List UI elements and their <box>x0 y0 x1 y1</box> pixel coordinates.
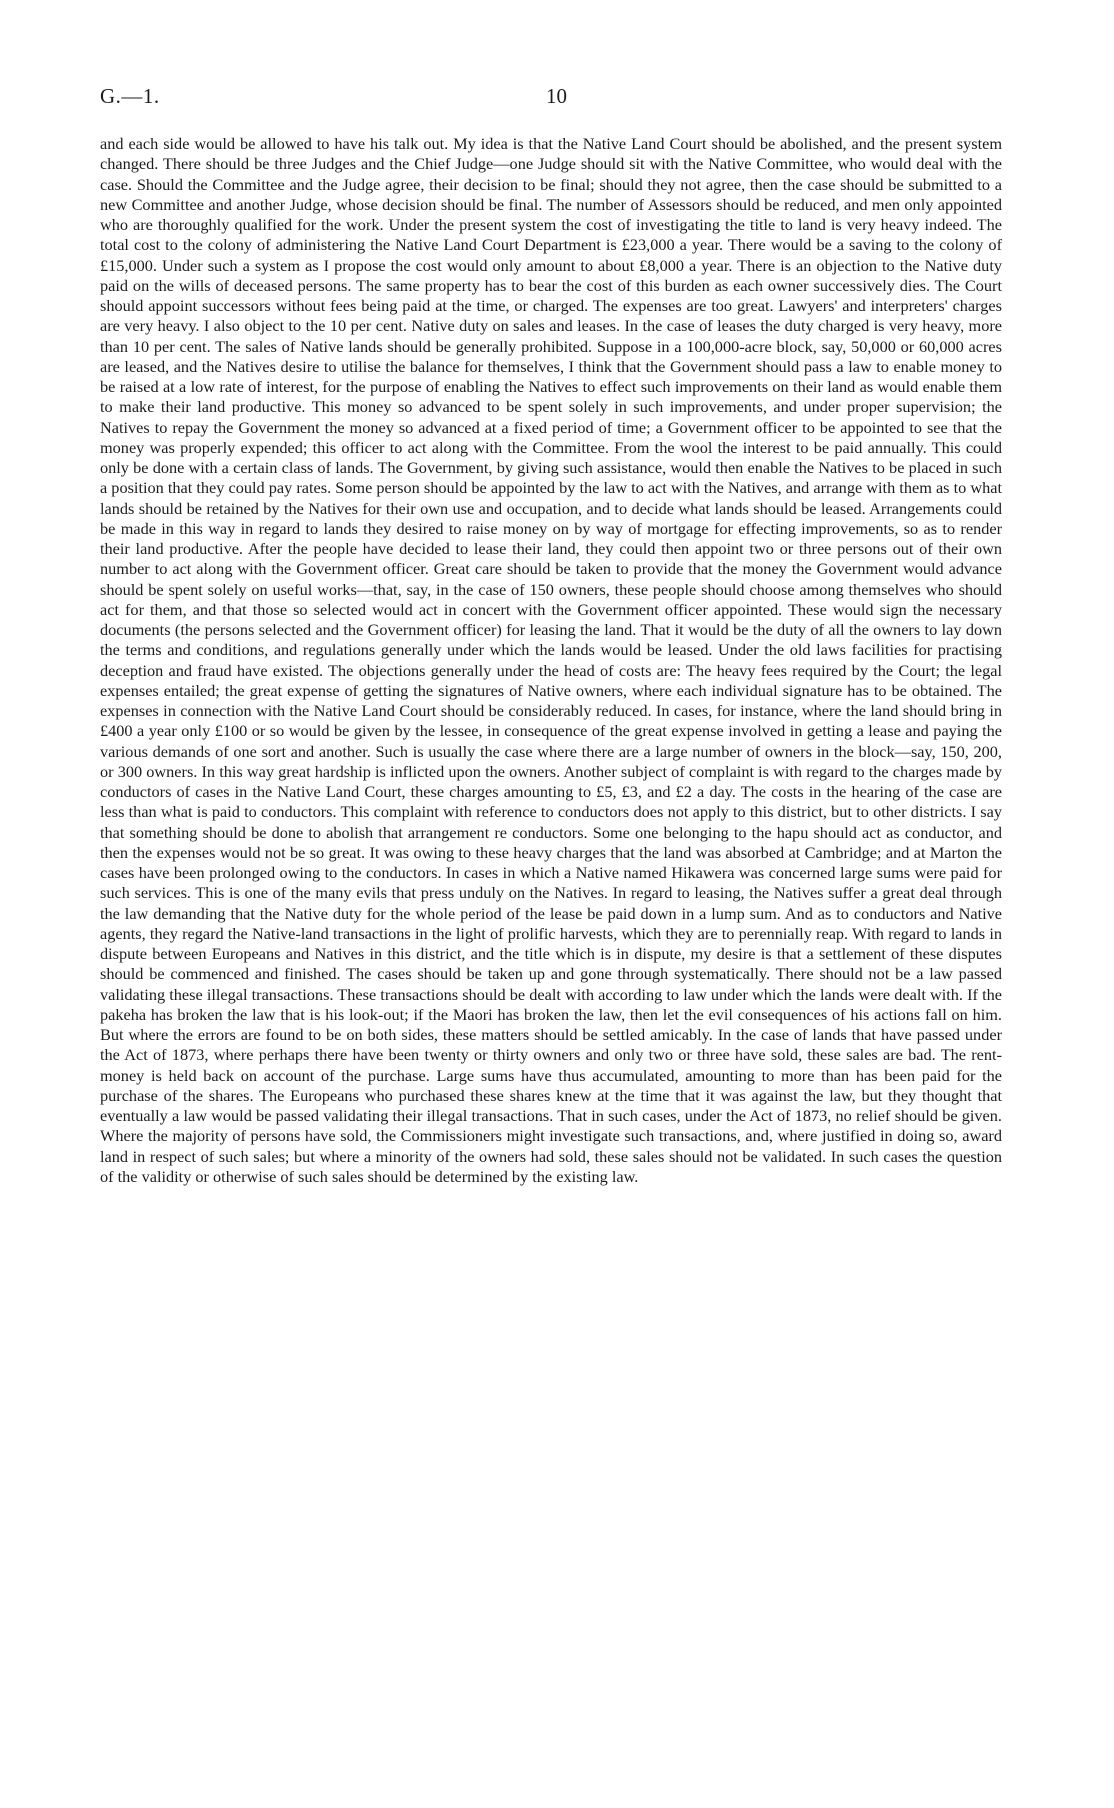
page-number: 10 <box>546 84 567 108</box>
body-paragraph: and each side would be allowed to have his talk out. My idea is that the Native Land Court should be abolished, and the present system changed. There should be three Judges and the Chief Judge—one Judge should sit with the Native Committee, who would deal with the case. Should the Committee and the Judge agree, their decision to be final; should they not agree, then the case should be submitted to a new Committee and another Judge, whose decision should be final. The number of Assessors should be reduced, and men only appointed who are thoroughly qualified for the work. Under the present system the cost of investigating the title to land is very heavy indeed. The total cost to the colony of administering the Native Land Court Department is £23,000 a year. There would be a saving to the colony of £15,000. Under such a system as I propose the cost would only amount to about £8,000 a year. There is an objection to the Native duty paid on the wills of deceased persons. The same property has to bear the cost of this burden as each owner successively dies. The Court should appoint successors without fees being paid at the time, or charged. The expenses are too great. Lawyers' and interpreters' charges are very heavy. I also object to the 10 per cent. Native duty on sales and leases. In the case of leases the duty charged is very heavy, more than 10 per cent. The sales of Native lands should be generally prohibited. Suppose in a 100,000-acre block, say, 50,000 or 60,000 acres are leased, and the Natives desire to utilise the balance for themselves, I think that the Government should pass a law to enable money to be raised at a low rate of interest, for the purpose of enabling the Natives to effect such improvements on their land as would enable them to make their land productive. This money so advanced to be spent solely in such improvements, and under proper supervision; the Natives to repay the Government the money so advanced at a fixed period of time; a Government officer to be appointed to see that the money was properly expended; this officer to act along with the Committee. From the wool the interest to be paid annually. This could only be done with a certain class of lands. The Government, by giving such assistance, would then enable the Natives to be placed in such a position that they could pay rates. Some person should be appointed by the law to act with the Natives, and arrange with them as to what lands should be retained by the Natives for their own use and occupation, and to decide what lands should be leased. Arrangements could be made in this way in regard to lands they desired to raise money on by way of mortgage for effecting improvements, so as to render their land productive. After the people have decided to lease their land, they could then appoint two or three persons out of their own number to act along with the Government officer. Great care should be taken to provide that the money the Government would advance should be spent solely on useful works—that, say, in the case of 150 owners, these people should choose among themselves who should act for them, and that those so selected would act in concert with the Government officer appointed. These would sign the necessary documents (the persons selected and the Government officer) for leasing the land. That it would be the duty of all the owners to lay down the terms and conditions, and regulations generally under which the lands would be leased. Under the old laws facilities for practising deception and fraud have existed. The objections generally under the head of costs are: The heavy fees required by the Court; the legal expenses entailed; the great expense of getting the signatures of Native owners, where each individual signature has to be obtained. The expenses in connection with the Native Land Court should be considerably reduced. In cases, for instance, where the land should bring in £400 a year only £100 or so would be given by the lessee, in consequence of the great expense involved in getting a lease and paying the various demands of one sort and another. Such is usually the case where there are a large number of owners in the block—say, 150, 200, or 300 owners. In this way great hardship is inflicted upon the owners. Another subject of complaint is with regard to the charges made by conductors of cases in the Native Land Court, these charges amounting to £5, £3, and £2 a day. The costs in the hearing of the case are less than what is paid to conductors. This complaint with reference to conductors does not apply to this district, but to other districts. I say that something should be done to abolish that arrangement re conductors. Some one belonging to the hapu should act as conductor, and then the expenses would not be so great. It was owing to these heavy charges that the land was absorbed at Cambridge; and at Marton the cases have been prolonged owing to the conductors. In cases in which a Native named Hikawera was concerned large sums were paid for such services. This is one of the many evils that press unduly on the Natives. In regard to leasing, the Natives suffer a great deal through the law demanding that the Native duty for the whole period of the lease be paid down in a lump sum. And as to conductors and Native agents, they regard the Native-land transactions in the light of prolific harvests, which they are to perennially reap. With regard to lands in dispute between Europeans and Natives in this district, and the title which is in dispute, my desire is that a settlement of these disputes should be commenced and finished. The cases should be taken up and gone through systematically. There should not be a law passed validating these illegal transactions. These transactions should be dealt with according to law under which the lands were dealt with. If the pakeha has broken the law that is his look-out; if the Maori has broken the law, then let the evil consequences of his actions fall on him. But where the errors are found to be on both sides, these matters should be settled amicably. In the case of lands that have passed under the Act of 1873, where perhaps there have been twenty or thirty owners and only two or three have sold, these sales are bad. The rent-money is held back on account of the purchase. Large sums have thus accumulated, amounting to more than has been paid for the purchase of the shares. The Europeans who purchased these shares knew at the time that it was against the law, but they thought that eventually a law would be passed validating their illegal transactions. That in such cases, under the Act of 1873, no relief should be given. Where the majority of persons have sold, the Commissioners might investigate such transactions, and, where justified in doing so, award land in respect of such sales; but where a minority of the owners had sold, these sales should not be validated. In such cases the question of the validity or otherwise of such sales should be determined by the existing law. <box>100 134 1002 1186</box>
page-header <box>100 84 1002 114</box>
document-reference: G.—1. <box>100 84 160 108</box>
